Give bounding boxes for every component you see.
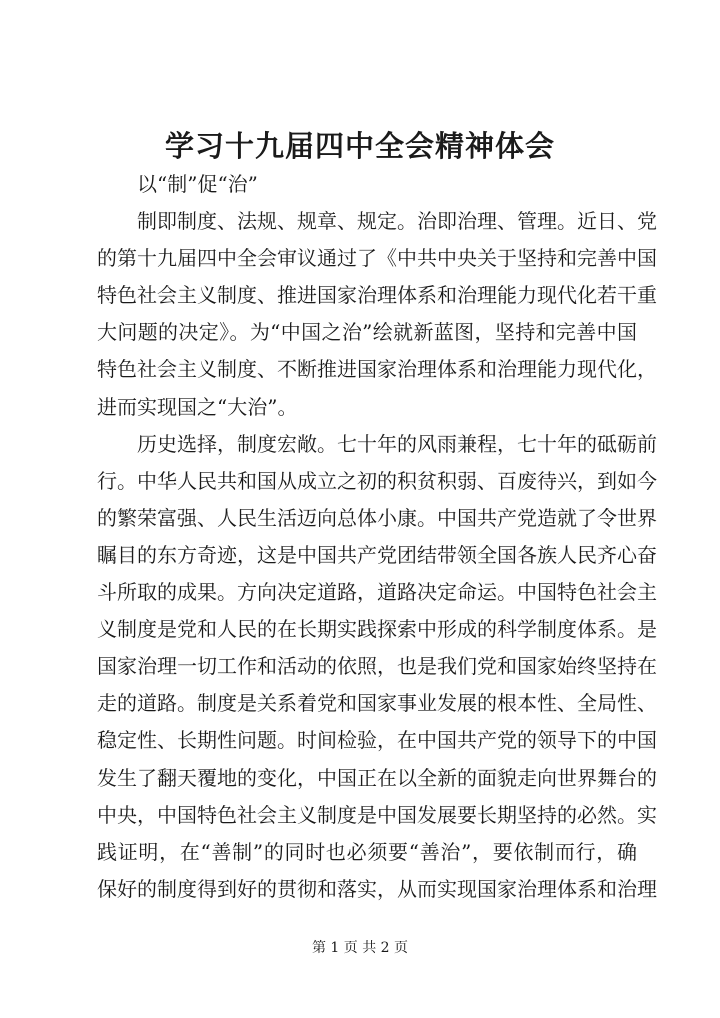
paragraph-line: 发生了翻天覆地的变化，中国正在以全新的面貌走向世界舞台的 [97, 765, 657, 790]
paragraph-line: 稳定性、长期性问题。时间检验，在中国共产党的领导下的中国 [97, 728, 657, 753]
paragraph-line: 走的道路。制度是关系着党和国家事业发展的根本性、全局性、 [97, 691, 657, 716]
paragraph-line: 的第十九届四中全会审议通过了《中共中央关于坚持和完善中国 [97, 246, 657, 271]
paragraph-line: 进而实现国之“大治”。 [97, 394, 298, 419]
page-footer: 第 1 页 共 2 页 [311, 940, 409, 956]
subtitle-line: 以“制”促“治” [137, 172, 258, 196]
paragraph-line: 践证明，在“善制”的同时也必须要“善治”，要依制而行，确 [97, 839, 637, 864]
paragraph-line: 大问题的决定》。为“中国之治”绘就新蓝图，坚持和完善中国 [97, 320, 637, 345]
paragraph-line: 义制度是党和人民的在长期实践探索中形成的科学制度体系。是 [97, 617, 657, 642]
paragraph-line: 国家治理一切工作和活动的依照，也是我们党和国家始终坚持在 [97, 654, 657, 679]
paragraph-line: 保好的制度得到好的贯彻和落实，从而实现国家治理体系和治理 [97, 876, 657, 901]
paragraph-line: 瞩目的东方奇迹，这是中国共产党团结带领全国各族人民齐心奋 [97, 542, 657, 567]
document-title: 学习十九届四中全会精神体会 [164, 129, 555, 163]
paragraph-line: 斗所取的成果。方向决定道路，道路决定命运。中国特色社会主 [97, 580, 657, 605]
paragraph-line: 中央，中国特色社会主义制度是中国发展要长期坚持的必然。实 [97, 802, 657, 827]
document-body [97, 166, 657, 908]
paragraph-line: 的繁荣富强、人民生活迈向总体小康。中国共产党造就了令世界 [97, 505, 657, 530]
paragraph-line: 特色社会主义制度、推进国家治理体系和治理能力现代化若干重 [97, 283, 657, 308]
paragraph-line: 特色社会主义制度、不断推进国家治理体系和治理能力现代化， [97, 357, 657, 382]
paragraph-line: 历史选择，制度宏敞。七十年的风雨兼程，七十年的砥砺前 [137, 431, 657, 456]
paragraph-line: 行。中华人民共和国从成立之初的积贫积弱、百废待兴，到如今 [97, 468, 657, 493]
paragraph-line: 制即制度、法规、规章、规定。治即治理、管理。近日、党 [137, 209, 657, 234]
